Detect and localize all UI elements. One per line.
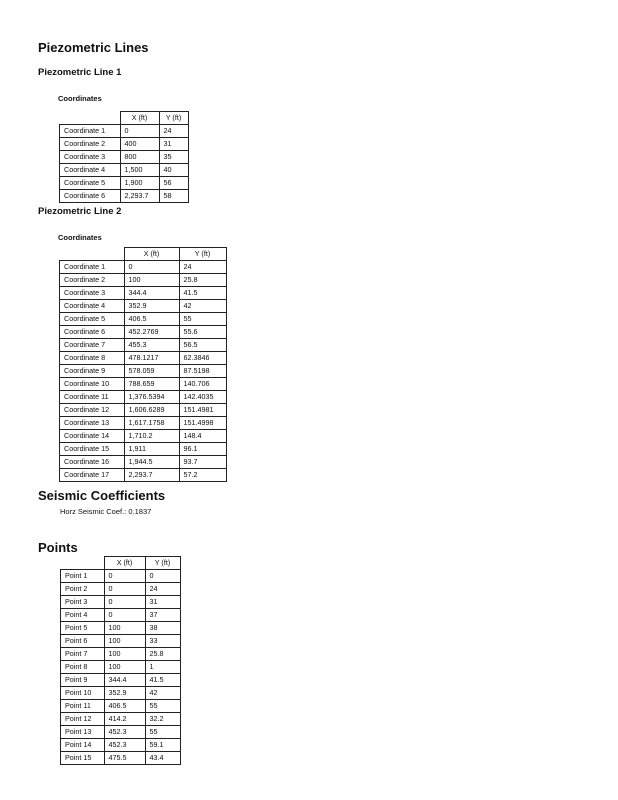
line2-coordinates-label: Coordinates	[58, 233, 102, 242]
row-label-cell: Coordinate 2	[60, 138, 121, 151]
x-value-cell: 1,911	[124, 443, 179, 456]
y-value-cell: 57.2	[179, 469, 226, 482]
row-label-cell: Coordinate 13	[60, 417, 125, 430]
row-label-cell: Coordinate 15	[60, 443, 125, 456]
x-value-cell: 452.2769	[124, 326, 179, 339]
y-value-cell: 151.4998	[179, 417, 226, 430]
x-value-cell: 788.659	[124, 378, 179, 391]
y-header: Y (ft)	[145, 557, 180, 570]
x-value-cell: 2,293.7	[124, 469, 179, 482]
table-row	[61, 700, 181, 713]
x-value-cell: 100	[104, 622, 145, 635]
y-header: Y (ft)	[179, 248, 226, 261]
row-label-cell: Point 10	[61, 687, 105, 700]
y-value-cell: 87.5198	[179, 365, 226, 378]
x-value-cell: 406.5	[104, 700, 145, 713]
row-label-cell: Coordinate 6	[60, 326, 125, 339]
row-label-cell: Point 3	[61, 596, 105, 609]
x-value-cell: 452.3	[104, 726, 145, 739]
x-value-cell: 344.4	[124, 287, 179, 300]
table-row	[60, 456, 227, 469]
row-label-cell: Coordinate 5	[60, 313, 125, 326]
table-row	[60, 138, 189, 151]
x-value-cell: 100	[104, 648, 145, 661]
y-value-cell: 140.706	[179, 378, 226, 391]
horizontal-seismic-coefficient: Horz Seismic Coef.: 0.1837	[60, 507, 152, 516]
table-row	[61, 713, 181, 726]
table-row	[60, 287, 227, 300]
y-value-cell: 1	[145, 661, 180, 674]
row-label-cell: Point 7	[61, 648, 105, 661]
y-value-cell: 59.1	[145, 739, 180, 752]
blank-header-cell	[60, 248, 125, 261]
x-value-cell: 352.9	[104, 687, 145, 700]
table-row	[60, 313, 227, 326]
y-value-cell: 38	[145, 622, 180, 635]
x-value-cell: 0	[104, 609, 145, 622]
row-label-cell: Point 6	[61, 635, 105, 648]
seismic-coefficients-heading: Seismic Coefficients	[38, 488, 166, 503]
line1-coordinates-table	[59, 111, 189, 203]
table-row	[60, 261, 227, 274]
row-label-cell: Coordinate 6	[60, 190, 121, 203]
x-value-cell: 100	[104, 635, 145, 648]
row-label-cell: Point 5	[61, 622, 105, 635]
y-value-cell: 25.8	[145, 648, 180, 661]
x-header: X (ft)	[124, 248, 179, 261]
y-value-cell: 24	[179, 261, 226, 274]
y-header: Y (ft)	[159, 112, 188, 125]
x-value-cell: 100	[124, 274, 179, 287]
row-label-cell: Point 9	[61, 674, 105, 687]
table-row	[61, 661, 181, 674]
table-row	[60, 417, 227, 430]
row-label-cell: Coordinate 1	[60, 125, 121, 138]
y-value-cell: 55	[145, 726, 180, 739]
row-label-cell: Point 2	[61, 583, 105, 596]
x-value-cell: 0	[124, 261, 179, 274]
row-label-cell: Point 8	[61, 661, 105, 674]
row-label-cell: Coordinate 5	[60, 177, 121, 190]
table-row	[60, 164, 189, 177]
x-value-cell: 578.059	[124, 365, 179, 378]
table-row	[60, 365, 227, 378]
piezometric-line-2-heading: Piezometric Line 2	[38, 206, 122, 217]
y-value-cell: 35	[159, 151, 188, 164]
y-value-cell: 32.2	[145, 713, 180, 726]
y-value-cell: 25.8	[179, 274, 226, 287]
x-value-cell: 100	[104, 661, 145, 674]
row-label-cell: Coordinate 7	[60, 339, 125, 352]
row-label-cell: Coordinate 2	[60, 274, 125, 287]
y-value-cell: 96.1	[179, 443, 226, 456]
line2-coordinates-table	[59, 247, 227, 482]
y-value-cell: 58	[159, 190, 188, 203]
y-value-cell: 151.4981	[179, 404, 226, 417]
table-row	[60, 190, 189, 203]
table-row	[60, 326, 227, 339]
line1-coordinates-label: Coordinates	[58, 94, 102, 103]
row-label-cell: Point 1	[61, 570, 105, 583]
x-value-cell: 352.9	[124, 300, 179, 313]
x-value-cell: 0	[104, 583, 145, 596]
y-value-cell: 62.3846	[179, 352, 226, 365]
row-label-cell: Coordinate 4	[60, 164, 121, 177]
table-row	[61, 609, 181, 622]
x-value-cell: 455.3	[124, 339, 179, 352]
row-label-cell: Coordinate 1	[60, 261, 125, 274]
table-row	[60, 151, 189, 164]
table-row	[60, 469, 227, 482]
x-value-cell: 2,293.7	[120, 190, 159, 203]
x-value-cell: 452.3	[104, 739, 145, 752]
table-row	[61, 622, 181, 635]
y-value-cell: 24	[159, 125, 188, 138]
x-value-cell: 1,900	[120, 177, 159, 190]
row-label-cell: Point 11	[61, 700, 105, 713]
y-value-cell: 93.7	[179, 456, 226, 469]
x-value-cell: 475.5	[104, 752, 145, 765]
x-header: X (ft)	[104, 557, 145, 570]
x-value-cell: 1,606.6289	[124, 404, 179, 417]
table-row	[61, 570, 181, 583]
x-value-cell: 0	[120, 125, 159, 138]
x-value-cell: 1,710.2	[124, 430, 179, 443]
points-heading: Points	[38, 540, 78, 555]
table-row	[61, 752, 181, 765]
y-value-cell: 37	[145, 609, 180, 622]
x-value-cell: 478.1217	[124, 352, 179, 365]
y-value-cell: 33	[145, 635, 180, 648]
y-value-cell: 24	[145, 583, 180, 596]
row-label-cell: Coordinate 10	[60, 378, 125, 391]
y-value-cell: 56	[159, 177, 188, 190]
x-value-cell: 0	[104, 596, 145, 609]
x-value-cell: 344.4	[104, 674, 145, 687]
table-row	[60, 177, 189, 190]
y-value-cell: 42	[145, 687, 180, 700]
table-row	[60, 430, 227, 443]
row-label-cell: Coordinate 9	[60, 365, 125, 378]
table-row	[61, 726, 181, 739]
y-value-cell: 42	[179, 300, 226, 313]
y-value-cell: 40	[159, 164, 188, 177]
piezometric-lines-heading: Piezometric Lines	[38, 40, 149, 55]
y-value-cell: 41.5	[179, 287, 226, 300]
table-row	[60, 443, 227, 456]
x-value-cell: 1,617.1758	[124, 417, 179, 430]
y-value-cell: 55	[179, 313, 226, 326]
x-value-cell: 1,376.5394	[124, 391, 179, 404]
y-value-cell: 41.5	[145, 674, 180, 687]
blank-header-cell	[60, 112, 121, 125]
table-row	[60, 378, 227, 391]
y-value-cell: 55.6	[179, 326, 226, 339]
table-row	[61, 687, 181, 700]
x-value-cell: 400	[120, 138, 159, 151]
row-label-cell: Coordinate 17	[60, 469, 125, 482]
table-row	[60, 391, 227, 404]
table-row	[61, 635, 181, 648]
row-label-cell: Point 4	[61, 609, 105, 622]
table-row	[60, 339, 227, 352]
table-row	[60, 300, 227, 313]
table-row	[61, 648, 181, 661]
table-row	[61, 583, 181, 596]
row-label-cell: Coordinate 3	[60, 287, 125, 300]
x-value-cell: 1,500	[120, 164, 159, 177]
x-value-cell: 1,944.5	[124, 456, 179, 469]
piezometric-line-1-heading: Piezometric Line 1	[38, 67, 122, 78]
points-table	[60, 556, 181, 765]
table-row	[60, 352, 227, 365]
y-value-cell: 56.5	[179, 339, 226, 352]
row-label-cell: Coordinate 4	[60, 300, 125, 313]
x-header: X (ft)	[120, 112, 159, 125]
x-value-cell: 800	[120, 151, 159, 164]
x-value-cell: 414.2	[104, 713, 145, 726]
row-label-cell: Coordinate 12	[60, 404, 125, 417]
y-value-cell: 43.4	[145, 752, 180, 765]
row-label-cell: Coordinate 14	[60, 430, 125, 443]
x-value-cell: 0	[104, 570, 145, 583]
y-value-cell: 31	[145, 596, 180, 609]
row-label-cell: Point 15	[61, 752, 105, 765]
y-value-cell: 55	[145, 700, 180, 713]
row-label-cell: Coordinate 8	[60, 352, 125, 365]
row-label-cell: Point 12	[61, 713, 105, 726]
blank-header-cell	[61, 557, 105, 570]
y-value-cell: 142.4035	[179, 391, 226, 404]
table-row	[61, 596, 181, 609]
table-row	[60, 404, 227, 417]
table-row	[60, 125, 189, 138]
row-label-cell: Coordinate 11	[60, 391, 125, 404]
table-row	[61, 739, 181, 752]
row-label-cell: Coordinate 3	[60, 151, 121, 164]
row-label-cell: Point 13	[61, 726, 105, 739]
y-value-cell: 31	[159, 138, 188, 151]
row-label-cell: Point 14	[61, 739, 105, 752]
table-row	[60, 274, 227, 287]
x-value-cell: 406.5	[124, 313, 179, 326]
y-value-cell: 0	[145, 570, 180, 583]
table-row	[61, 674, 181, 687]
row-label-cell: Coordinate 16	[60, 456, 125, 469]
y-value-cell: 148.4	[179, 430, 226, 443]
